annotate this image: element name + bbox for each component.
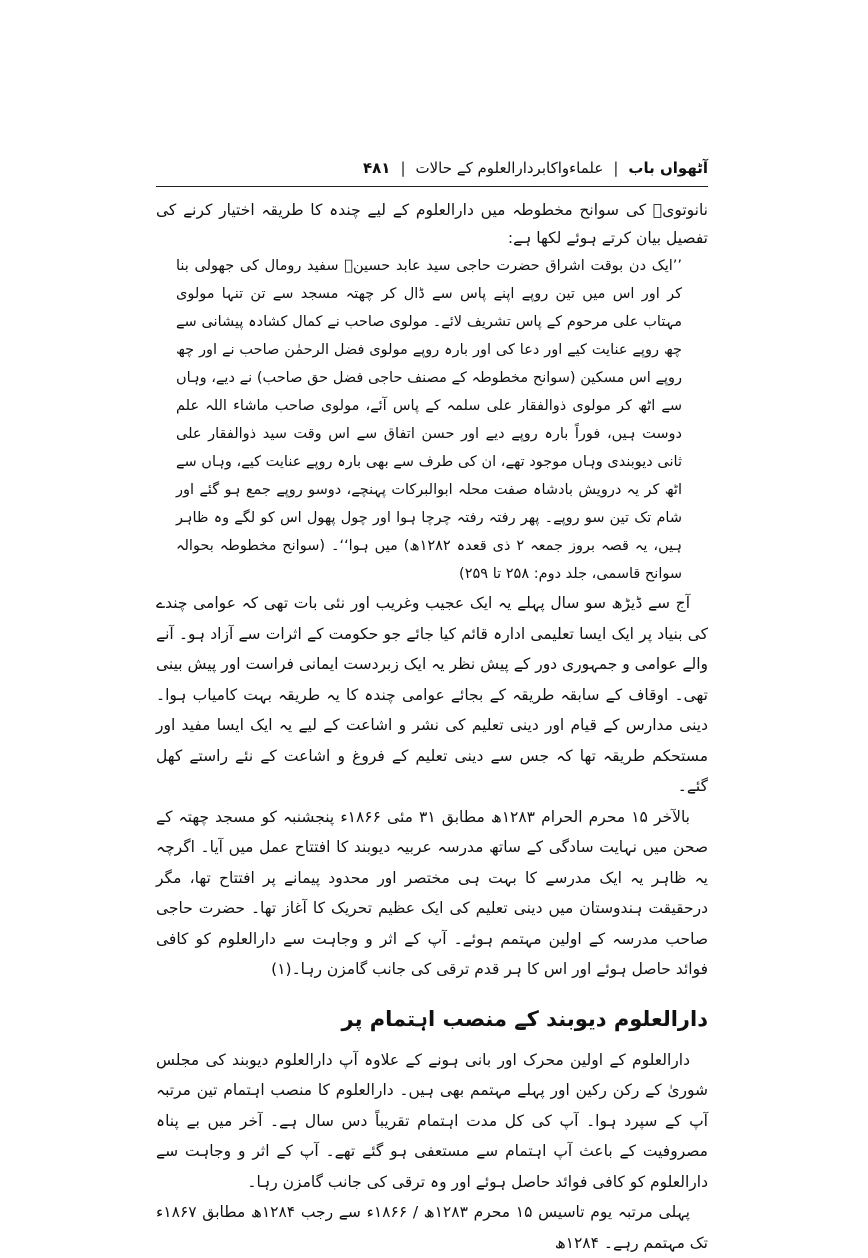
header-title: علماءواکابردارالعلوم کے حالات xyxy=(415,159,604,177)
header-separator: | xyxy=(400,159,406,177)
body-paragraph: دارالعلوم کے اولین محرک اور بانی ہونے کے علاوہ آپ دارالعلوم دیوبند کی مجلس شوریٰ کے رکن رکین اور پہلے مہتمم بھی ہیں۔ دارالعلوم کا منصب اہتمام تین مرتبہ آپ کے سپرد ہوا۔ آپ کی کل مدت اہتمام تقریباً دس سال ہے۔ آخر میں بے پناہ مصروفیت کے باعث آپ اہتمام سے مستعفی ہو گئے تھے۔ آپ کے اثر و وجاہت سے دارالعلوم کو کافی فوائد حاصل ہوئے اور وہ ترقی کی جانب گامزن رہا۔ xyxy=(156,1050,708,1191)
body-paragraph: بالآخر ۱۵ محرم الحرام ۱۲۸۳ھ مطابق ۳۱ مئی ۱۸۶۶ء پنجشنبہ کو مسجد چھتہ کے صحن میں نہایت سادگی کے ساتھ مدرسہ عربیہ دیوبند کا افتتاح عمل میں آیا۔ اگرچہ یہ ظاہر یہ ایک مدرسے کا بہت ہی مختصر اور محدود پیمانے پر افتتاح تھا، مگر درحقیقت ہندوستان میں دینی تعلیم کی ایک عظیم تحریک کا آغاز تھا۔ حضرت حاجی صاحب مدرسہ کے اولین مہتمم ہوئے۔ آپ کے اثر و وجاہت سے دارالعلوم کو کافی فوائد حاصل ہوئے اور اس کا ہر قدم ترقی کی جانب گامزن رہا۔(۱) xyxy=(156,807,708,978)
page-number: ۴۸۱ xyxy=(362,159,391,177)
intro-paragraph: نانوتویؒ کی سوانح مخطوطہ میں دارالعلوم کے لیے چندہ کا طریقہ اختیار کرنے کی تفصیل بیان کرتے ہوئے لکھا ہے: xyxy=(156,201,708,247)
body-paragraph: پہلی مرتبہ یوم تاسیس ۱۵ محرم ۱۲۸۳ھ / ۱۸۶۶ء سے رجب ۱۲۸۴ھ مطابق ۱۸۶۷ء تک مہتمم رہے۔ ۱۲۸۴ھ xyxy=(156,1203,708,1252)
page-content xyxy=(156,196,708,1258)
section-heading: دارالعلوم دیوبند کے منصب اہتمام پر xyxy=(341,1006,708,1031)
header-divider xyxy=(156,186,708,187)
header-separator: | xyxy=(613,159,619,177)
block-quote: ’’ایک دن بوقت اشراق حضرت حاجی سید عابد حسینؒ سفید رومال کی جھولی بنا کر اور اس میں تین روپے اپنے پاس سے ڈال کر چھتہ مسجد سے تن تنہا مولوی مہتاب علی مرحوم کے پاس تشریف لائے۔ مولوی صاحب نے کمال کشادہ پیشانی سے چھ روپے عنایت کیے اور دعا کی اور بارہ روپے مولوی فضل الرحمٰن صاحب نے اور چھ روپے اس مسکین (سوانح مخطوطہ کے مصنف حاجی فضل حق صاحب) نے دیے، وہاں سے اٹھ کر مولوی ذوالفقار علی سلمہ کے پاس آئے، مولوی صاحب ماشاء اللہ علم دوست ہیں، فوراً بارہ روپے دیے اور حسن اتفاق سے اس وقت سید ذوالفقار علی ثانی دیوبندی وہاں موجود تھے، ان کی طرف سے بھی بارہ روپے عنایت کیے، وہاں سے اٹھ کر یہ درویش بادشاہ صفت محلہ ابوالبرکات پہنچے، دوسو روپے جمع ہو گئے اور شام تک تین سو روپے۔ پھر رفتہ رفتہ چرچا ہوا اور چول پھول اس کو لگے وہ ظاہر ہیں، یہ قصہ بروز جمعہ ۲ ذی قعدہ ۱۲۸۲ھ) میں ہوا‘‘۔ (سوانح مخطوطہ بحوالہ سوانح قاسمی، جلد دوم: ۲۵۸ تا ۲۵۹) xyxy=(176,258,682,582)
running-header xyxy=(156,154,708,182)
body-paragraph: آج سے ڈیڑھ سو سال پہلے یہ ایک عجیب وغریب اور نئی بات تھی کہ عوامی چندے کی بنیاد پر ایک ایسا تعلیمی ادارہ قائم کیا جائے جو حکومت کے اثرات سے آزاد ہو۔ آنے والے عوامی و جمہوری دور کے پیش نظر یہ ایک زبردست ایمانی فراست اور پیش بینی تھی۔ اوقاف کے سابقہ طریقہ کے بجائے عوامی چندہ کا یہ طریقہ بہت کامیاب ہوا۔ دینی مدارس کے قیام اور دینی تعلیم کی نشر و اشاعت کے لیے یہ ایک ایسا مفید اور مستحکم طریقہ تھا کہ جس سے دینی تعلیم کے فروغ و اشاعت کے نئے راستے کھل گئے۔ xyxy=(156,594,708,795)
chapter-label: آٹھواں باب xyxy=(628,159,708,177)
